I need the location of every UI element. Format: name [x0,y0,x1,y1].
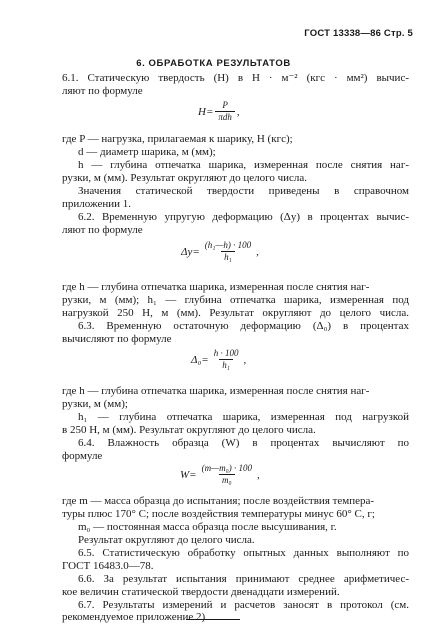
text-line: 6.7. Результаты измерений и расчетов заносят в протокол (см. [78,599,409,611]
text-line: вычисляют по формуле [62,333,172,345]
formula-lhs: Δy= [181,245,200,258]
text-line: 6.4. Влажность образца (W) в процентах вычисляют по [78,437,409,449]
text-line: нагрузкой 250 Н, м (мм). Результат округляют до целого числа. [62,307,409,319]
text-line: кое величин статической твердости двенадцати измерений. [62,586,340,598]
formula-tail: , [243,353,247,366]
text-line: рузки, м (мм); [62,398,128,410]
text-line: 6.1. Статическую твердость (Н) в Н · м⁻² (кгс · мм²) вычис- [62,72,409,84]
fraction [215,100,235,123]
fraction-denominator: h₁ [221,251,235,263]
text-line: h — глубина отпечатка шарика, измеренная после снятия наг- [78,159,409,171]
formula-residual-deformation [191,348,246,371]
formula-lhs: Δ₀= [191,353,209,366]
text-line: d — диаметр шарика, м (мм); [78,146,216,158]
formula-tail: , [236,105,240,118]
formula-tail: , [256,468,260,481]
text-line: ГОСТ 16483.0—78. [62,560,154,572]
text-line: в 250 Н, м (мм). Результат округляют до целого числа. [62,424,316,436]
page-header: ГОСТ 13338—86 Стр. 5 [304,28,413,39]
text-line: приложении 1. [62,198,131,210]
text-line: 6.6. За результат испытания принимают среднее арифметичес- [78,573,409,585]
text-line: где h — глубина отпечатка шарика, измеренная после снятия наг- [62,281,370,293]
text-line: формуле [62,450,103,462]
fraction [199,463,255,486]
text-line: Значения статической твердости приведены в справочном [78,185,409,197]
fraction-numerator: h · 100 [213,348,239,358]
text-line: ляют по формуле [62,224,143,236]
formula-hardness [198,100,240,123]
text-line: m₀ — постоянная масса образца после высушивания, г. [78,521,337,533]
footer-rule [186,619,240,620]
fraction-numerator: (m—m₀) · 100 [201,463,252,473]
fraction-numerator: (h₁—h) · 100 [204,240,252,250]
formula-tail: , [256,245,259,258]
text-line: туры плюс 170° С; после воздействия температуры минус 60° С, г; [62,508,375,520]
text-line: Результат округляют до целого числа. [78,534,255,546]
text-line: где m — масса образца до испытания; после воздействия темпера- [62,495,375,507]
fraction-numerator: P [222,100,228,110]
formula-lhs: W= [180,468,197,481]
text-line: 6.5. Статистическую обработку опытных данных выполняют по [78,547,409,559]
fraction-denominator: m₀ [219,474,235,486]
formula-lhs: H= [198,105,214,118]
text-line: где P — нагрузка, прилагаемая к шарику, Н (кгс); [62,133,293,145]
text-line: рекомендуемое приложение 2) [62,611,206,623]
fraction [202,240,254,263]
text-line: 6.3. Временную остаточную деформацию (Δ₀) в процентах [78,320,409,332]
text-line: ляют по формуле [62,85,143,97]
fraction [211,348,242,371]
text-line: 6.2. Временную упругую деформацию (Δy) в процентах вычис- [78,211,409,223]
text-line: h₁ — глубина отпечатка шарика, измеренная под нагрузкой [78,411,409,423]
formula-elastic-deformation [181,240,259,263]
fraction-denominator: πdh [215,111,235,123]
section-title: 6. ОБРАБОТКА РЕЗУЛЬТАТОВ [136,58,291,69]
fraction-denominator: h₁ [219,359,233,371]
formula-moisture [180,463,260,486]
text-line: рузки, м (мм); h₁ — глубина отпечатка шарика, измеренная под [62,294,409,306]
text-line: где h — глубина отпечатка шарика, измеренная после снятия наг- [62,385,370,397]
text-line: рузки, м (мм). Результат округляют до целого числа. [62,172,308,184]
